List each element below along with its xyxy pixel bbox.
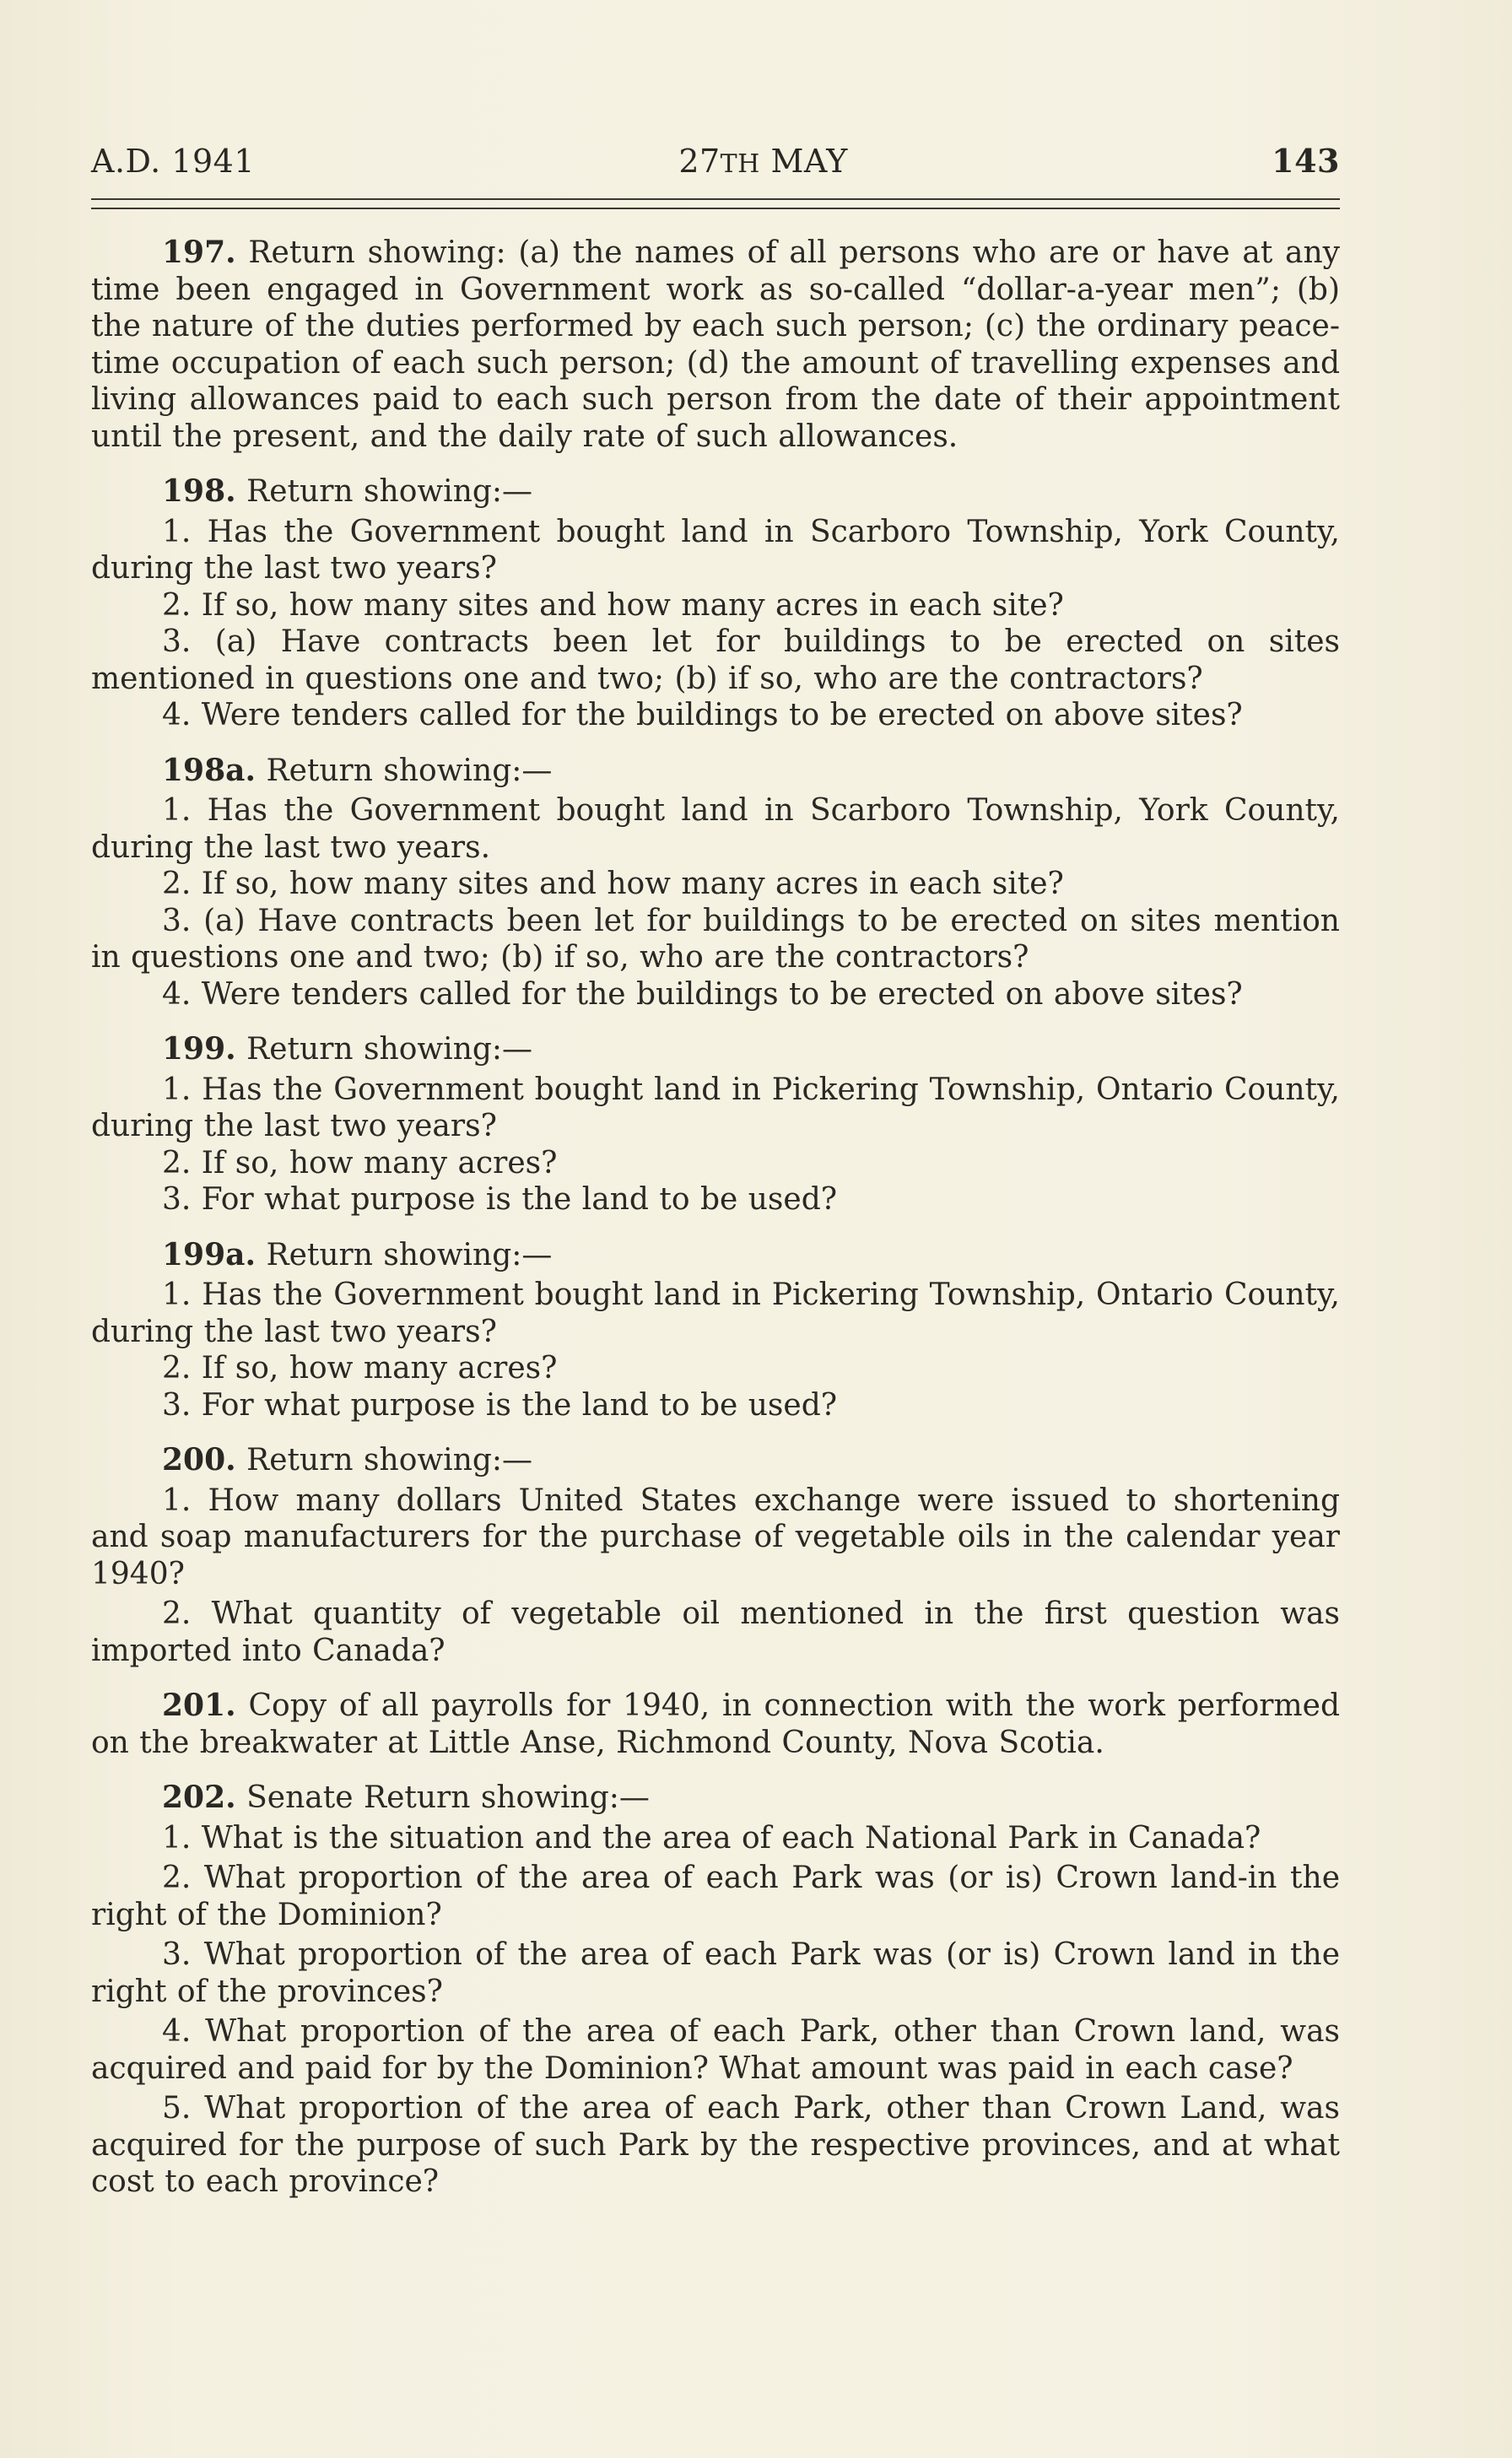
question-item: 1. How many dollars United States exchange were issued to shortening and soap manufacturers for the purchase of vegetable oils in the calendar year 1940? bbox=[91, 1483, 1340, 1591]
return-200 bbox=[91, 1442, 1340, 1669]
return-number: 198. bbox=[162, 473, 236, 509]
question-item: 1. Has the Government bought land in Scarboro Township, York County, during the last two years. bbox=[91, 793, 1340, 865]
return-text: Return showing:— bbox=[256, 753, 553, 788]
return-text: Return showing: (a) the names of all persons who are or have at any time been engaged in Government work as so-called “dollar-a-year men”; (b) the nature of the duties performed by each such person; (c) the ordinary peace-time occupation of each such person; (d) the amount of travelling expenses and living allowances paid to each such person from the date of their appointment until the present, and the daily rate of such allowances. bbox=[91, 235, 1340, 454]
return-201 bbox=[91, 1688, 1340, 1761]
return-text: Return showing:— bbox=[256, 1237, 553, 1272]
return-197 bbox=[91, 235, 1340, 455]
return-lead bbox=[91, 1780, 1340, 1817]
return-text: Return showing:— bbox=[235, 474, 533, 509]
return-198 bbox=[91, 473, 1340, 734]
return-202 bbox=[91, 1780, 1340, 2201]
header-date-suffix: TH bbox=[720, 149, 760, 179]
return-number: 202. bbox=[162, 1780, 236, 1815]
question-item: 3. For what purpose is the land to be used? bbox=[162, 1182, 838, 1217]
header-double-rule bbox=[91, 198, 1340, 209]
question-item: 1. Has the Government bought land in Pickering Township, Ontario County, during the last two years? bbox=[91, 1072, 1340, 1143]
question-item: 1. Has the Government bought land in Pickering Township, Ontario County, during the last two years? bbox=[91, 1278, 1340, 1349]
return-198a bbox=[91, 753, 1340, 1013]
return-lead bbox=[91, 1237, 1340, 1274]
return-text: Return showing:— bbox=[235, 1032, 533, 1067]
header-date bbox=[678, 143, 848, 180]
question-item: 2. If so, how many acres? bbox=[162, 1145, 558, 1180]
question-item: 5. What proportion of the area of each Park, other than Crown Land, was acquired for the purpose of such Park by the respective provinces, and at what cost to each province? bbox=[91, 2091, 1340, 2199]
question-item: 2. What quantity of vegetable oil mentioned in the first question was imported into Canada? bbox=[91, 1596, 1340, 1668]
return-lead bbox=[91, 473, 1340, 511]
return-text: Copy of all payrolls for 1940, in connection with the work performed on the breakwater at Little Anse, Richmond County, Nova Scotia. bbox=[91, 1688, 1340, 1760]
question-item: 2. If so, how many sites and how many acres in each site? bbox=[162, 867, 1064, 901]
question-item: 3. (a) Have contracts been let for buildings to be erected on sites mentioned in questions one and two; (b) if so, who are the contractors? bbox=[91, 624, 1340, 696]
return-number: 197. bbox=[162, 235, 236, 270]
return-number: 200. bbox=[162, 1442, 236, 1478]
question-item: 3. What proportion of the area of each Park was (or is) Crown land in the right of the provinces? bbox=[91, 1937, 1340, 2009]
header-date-month: MAY bbox=[770, 143, 848, 180]
return-number: 198a. bbox=[162, 752, 256, 788]
question-item: 1. What is the situation and the area of each National Park in Canada? bbox=[162, 1820, 1261, 1856]
question-item: 2. If so, how many sites and how many acres in each site? bbox=[162, 587, 1064, 623]
return-199 bbox=[91, 1031, 1340, 1218]
return-lead bbox=[91, 235, 1340, 455]
return-199a bbox=[91, 1237, 1340, 1424]
question-item: 3. For what purpose is the land to be used? bbox=[162, 1387, 838, 1423]
header-date-number: 27 bbox=[678, 143, 721, 180]
question-item: 3. (a) Have contracts been let for buildings to be erected on sites mention in questions one and two; (b) if so, who are the contractors? bbox=[91, 903, 1340, 975]
question-item: 2. What proportion of the area of each Park was (or is) Crown land-in the right of the Dominion? bbox=[91, 1861, 1340, 1932]
question-item: 4. What proportion of the area of each Park, other than Crown land, was acquired and paid for by the Dominion? What amount was paid in each case? bbox=[91, 2014, 1340, 2086]
question-item: 1. Has the Government bought land in Scarboro Township, York County, during the last two years? bbox=[91, 514, 1340, 586]
page-header bbox=[91, 142, 1340, 180]
return-text: Senate Return showing:— bbox=[235, 1780, 650, 1815]
return-number: 201. bbox=[162, 1688, 236, 1723]
question-item: 2. If so, how many acres? bbox=[162, 1351, 558, 1386]
question-item: 4. Were tenders called for the buildings to be erected on above sites? bbox=[162, 698, 1243, 732]
return-number: 199a. bbox=[162, 1236, 256, 1272]
page-number: 143 bbox=[1272, 142, 1340, 180]
return-lead bbox=[91, 1688, 1340, 1761]
return-number: 199. bbox=[162, 1031, 236, 1067]
return-text: Return showing:— bbox=[235, 1443, 533, 1478]
return-lead bbox=[91, 1031, 1340, 1068]
return-lead bbox=[91, 1442, 1340, 1479]
returns-list bbox=[91, 235, 1340, 2201]
header-year: A.D. 1941 bbox=[91, 143, 255, 180]
question-item: 4. Were tenders called for the buildings to be erected on above sites? bbox=[162, 976, 1243, 1012]
return-lead bbox=[91, 753, 1340, 790]
